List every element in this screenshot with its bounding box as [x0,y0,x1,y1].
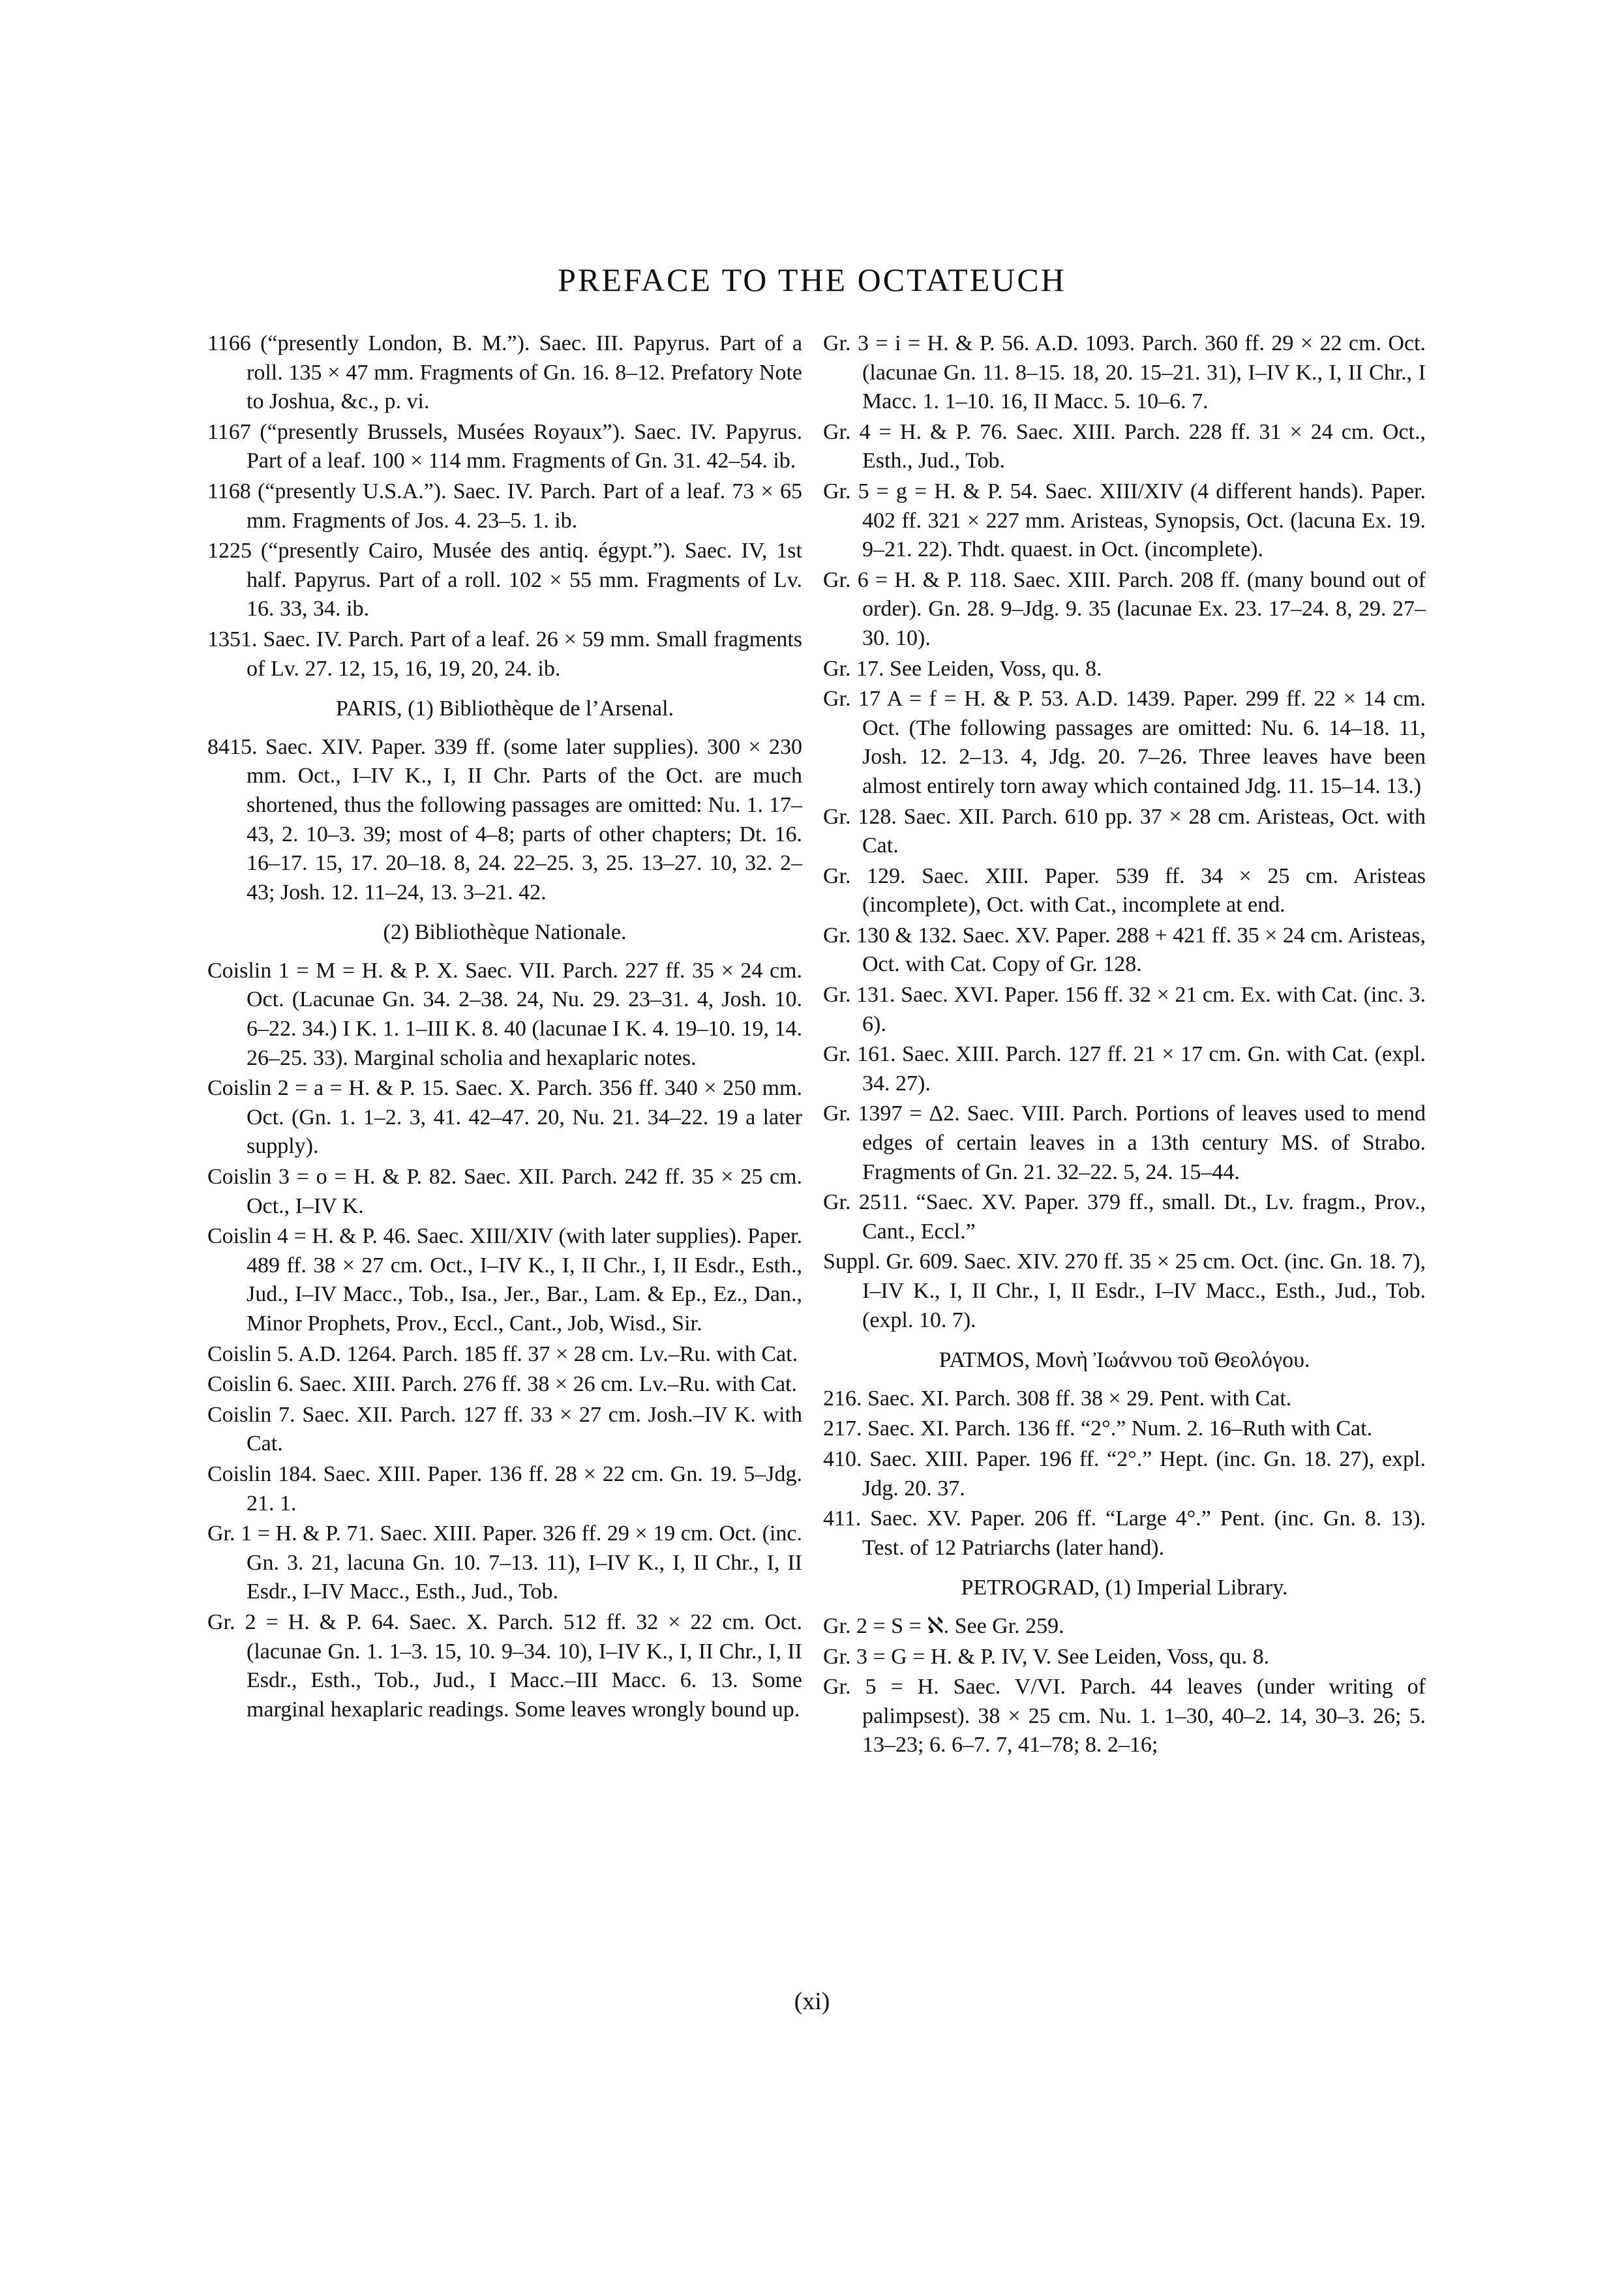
section-heading: (2) Bibliothèque Nationale. [383,920,627,945]
catalogue-entry: Gr. 161. Saec. XIII. Parch. 127 ff. 21 × 17 cm. Gn. with Cat. (expl. 34. 27). [823,1042,1426,1096]
catalogue-entry: Gr. 3 = G = H. & P. IV, V. See Leiden, Voss, qu. 8. [823,1644,1270,1669]
right-column [823,329,1426,1761]
catalogue-entry: 1166 (“presently London, B. M.”). Saec. III. Papyrus. Part of a roll. 135 × 47 mm. Fragments of Gn. 16. 8–12. Prefatory Note to Joshua, &c., p. vi. [207,331,802,414]
catalogue-entry: 1225 (“presently Cairo, Musée des antiq. égypt.”). Saec. IV, 1st half. Papyrus. Part of a roll. 102 × 55 mm. Fragments of Lv. 16. 33, 34. ib. [207,539,802,621]
catalogue-entry: Coislin 1 = M = H. & P. X. Saec. VII. Parch. 227 ff. 35 × 24 cm. Oct. (Lacunae Gn. 34. 2–38. 24, Nu. 29. 23–31. 4, Josh. 10. 6–22. 34.) I K. 1. 1–III K. 8. 40 (lacunae I K. 4. 19–10. 19, 14. 26–25. 33). Marginal scholia and hexaplaric notes. [207,958,802,1070]
catalogue-entry: Gr. 5 = g = H. & P. 54. Saec. XIII/XIV (4 different hands). Paper. 402 ff. 321 × 227 mm. Aristeas, Synopsis, Oct. (lacuna Ex. 19. 9–21. 22). Thdt. quaest. in Oct. (incomplete). [823,479,1426,562]
catalogue-entry: Coislin 4 = H. & P. 46. Saec. XIII/XIV (with later supplies). Paper. 489 ff. 38 × 27 cm. Oct., I–IV K., I, II Chr., I, II Esdr., Esth., Jud., I–IV Macc., Tob., Isa., Jer., Bar., Lam. & Ep., Ez., Dan., Minor Prophets, Prov., Eccl., Cant., Job, Wisd., Sir. [207,1224,802,1336]
section-heading: PARIS, (1) Bibliothèque de l’Arsenal. [335,696,674,721]
catalogue-entry: Coislin 2 = a = H. & P. 15. Saec. X. Parch. 356 ff. 340 × 250 mm. Oct. (Gn. 1. 1–2. 3, 41. 42–47. 20, Nu. 21. 34–22. 19 a later supply). [207,1076,802,1159]
catalogue-entry: Coislin 7. Saec. XII. Parch. 127 ff. 33 × 27 cm. Josh.–IV K. with Cat. [207,1402,802,1456]
catalogue-entry: Coislin 5. A.D. 1264. Parch. 185 ff. 37 × 28 cm. Lv.–Ru. with Cat. [207,1341,798,1366]
catalogue-entry: Gr. 5 = H. Saec. V/VI. Parch. 44 leaves (under writing of palimpsest). 38 × 25 cm. Nu. 1. 1–30, 40–2. 14, 30–3. 26; 5. 13–23; 6. 6–7. 7, 41–78; 8. 2–16; [823,1675,1426,1758]
catalogue-entry: 1167 (“presently Brussels, Musées Royaux”). Saec. IV. Papyrus. Part of a leaf. 100 × 114 mm. Fragments of Gn. 31. 42–54. ib. [207,419,802,473]
catalogue-entry: 411. Saec. XV. Paper. 206 ff. “Large 4°.” Pent. (inc. Gn. 8. 13). Test. of 12 Patriarchs (later hand). [823,1506,1426,1560]
catalogue-entry: Gr. 129. Saec. XIII. Paper. 539 ff. 34 × 25 cm. Aristeas (incomplete), Oct. with Cat., incomplete at end. [823,863,1426,918]
section-heading: PATMOS, Μονὴ Ἰωάννου τοῦ Θεολόγου. [939,1348,1310,1373]
catalogue-entry: Gr. 2 = H. & P. 64. Saec. X. Parch. 512 ff. 32 × 22 cm. Oct. (lacunae Gn. 1. 1–3. 15, 10. 9–34. 10), I–IV K., I, II Chr., I, II Esdr., Esth., Tob., Jud., I Macc.–III Macc. 6. 13. Some marginal hexaplaric readings. Some leaves wrongly bound up. [207,1609,802,1722]
catalogue-entry: Gr. 17 A = f = H. & P. 53. A.D. 1439. Paper. 299 ff. 22 × 14 cm. Oct. (The following passages are omitted: Nu. 6. 14–18. 11, Josh. 12. 2–13. 4, Jdg. 20. 7–26. Three leaves have been almost entirely torn away which contained Jdg. 11. 15–14. 13.) [823,687,1426,798]
catalogue-entry: Gr. 1397 = Δ2. Saec. VIII. Parch. Portions of leaves used to mend edges of certain leaves in a 13th century MS. of Strabo. Fragments of Gn. 21. 32–22. 5, 24. 15–44. [823,1101,1426,1184]
catalogue-entry: Gr. 6 = H. & P. 118. Saec. XIII. Parch. 208 ff. (many bound out of order). Gn. 28. 9–Jdg. 9. 35 (lacunae Ex. 23. 17–24. 8, 29. 27–30. 10). [823,567,1426,650]
catalogue-entry: 1351. Saec. IV. Parch. Part of a leaf. 26 × 59 mm. Small fragments of Lv. 27. 12, 15, 16, 19, 20, 24. ib. [207,627,802,681]
left-column [207,329,802,1726]
catalogue-entry: Suppl. Gr. 609. Saec. XIV. 270 ff. 35 × 25 cm. Oct. (inc. Gn. 18. 7), I–IV K., I, II Chr., I, II Esdr., I–IV Macc., Esth., Jud., Tob. (expl. 10. 7). [823,1249,1426,1332]
catalogue-entry: Coislin 3 = o = H. & P. 82. Saec. XII. Parch. 242 ff. 35 × 25 cm. Oct., I–IV K. [207,1165,802,1218]
catalogue-entry: Gr. 131. Saec. XVI. Paper. 156 ff. 32 × 21 cm. Ex. with Cat. (inc. 3. 6). [823,983,1426,1036]
catalogue-entry: Coislin 6. Saec. XIII. Parch. 276 ff. 38 × 26 cm. Lv.–Ru. with Cat. [207,1372,798,1397]
page-title: PREFACE TO THE OCTATEUCH [558,262,1066,298]
catalogue-entry: Gr. 17. See Leiden, Voss, qu. 8. [823,656,1102,681]
catalogue-entry: Coislin 184. Saec. XIII. Paper. 136 ff. 28 × 22 cm. Gn. 19. 5–Jdg. 21. 1. [207,1461,802,1516]
catalogue-entry: 217. Saec. XI. Parch. 136 ff. “2°.” Num. 2. 16–Ruth with Cat. [823,1416,1373,1441]
catalogue-entry: Gr. 1 = H. & P. 71. Saec. XIII. Paper. 326 ff. 29 × 19 cm. Oct. (inc. Gn. 3. 21, lacuna Gn. 10. 7–13. 11), I–IV K., I, II Chr., I, II Esdr., I–IV Macc., Esth., Jud., Tob. [207,1521,802,1604]
catalogue-entry: Gr. 130 & 132. Saec. XV. Paper. 288 + 421 ff. 35 × 24 cm. Aristeas, Oct. with Cat. Copy of Gr. 128. [823,923,1426,977]
catalogue-entry: Gr. 128. Saec. XII. Parch. 610 pp. 37 × 28 cm. Aristeas, Oct. with Cat. [823,804,1426,858]
catalogue-entry: Gr. 2 = S = ℵ. See Gr. 259. [823,1613,1064,1638]
catalogue-entry: Gr. 4 = H. & P. 76. Saec. XIII. Parch. 228 ff. 31 × 24 cm. Oct., Esth., Jud., Tob. [823,419,1426,473]
catalogue-entry: 8415. Saec. XIV. Paper. 339 ff. (some later supplies). 300 × 230 mm. Oct., I–IV K., I, II Chr. Parts of the Oct. are much shortened, thus the following passages are omitted: Nu. 1. 17–43, 2. 10–3. 39; most of 4–8; parts of other chapters; Dt. 16. 16–17. 15, 17. 20–18. 8, 24. 22–25. 3, 25. 13–27. 10, 32. 2–43; Josh. 12. 11–24, 13. 3–21. 42. [207,734,802,905]
section-heading: PETROGRAD, (1) Imperial Library. [961,1576,1288,1600]
catalogue-entry: Gr. 2511. “Saec. XV. Paper. 379 ff., small. Dt., Lv. fragm., Prov., Cant., Eccl.” [823,1190,1426,1244]
catalogue-entry: 410. Saec. XIII. Paper. 196 ff. “2°.” Hept. (inc. Gn. 18. 27), expl. Jdg. 20. 37. [823,1446,1426,1501]
catalogue-entry: 1168 (“presently U.S.A.”). Saec. IV. Parch. Part of a leaf. 73 × 65 mm. Fragments of Jos. 4. 23–5. 1. ib. [207,479,802,533]
page-number: (xi) [794,1988,830,2015]
catalogue-entry: 216. Saec. XI. Parch. 308 ff. 38 × 29. Pent. with Cat. [823,1386,1292,1411]
catalogue-entry: Gr. 3 = i = H. & P. 56. A.D. 1093. Parch. 360 ff. 29 × 22 cm. Oct. (lacunae Gn. 11. 8–15. 18, 20. 15–21. 31), I–IV K., I, II Chr., I Macc. 1. 1–10. 16, II Macc. 5. 10–6. 7. [823,331,1426,414]
